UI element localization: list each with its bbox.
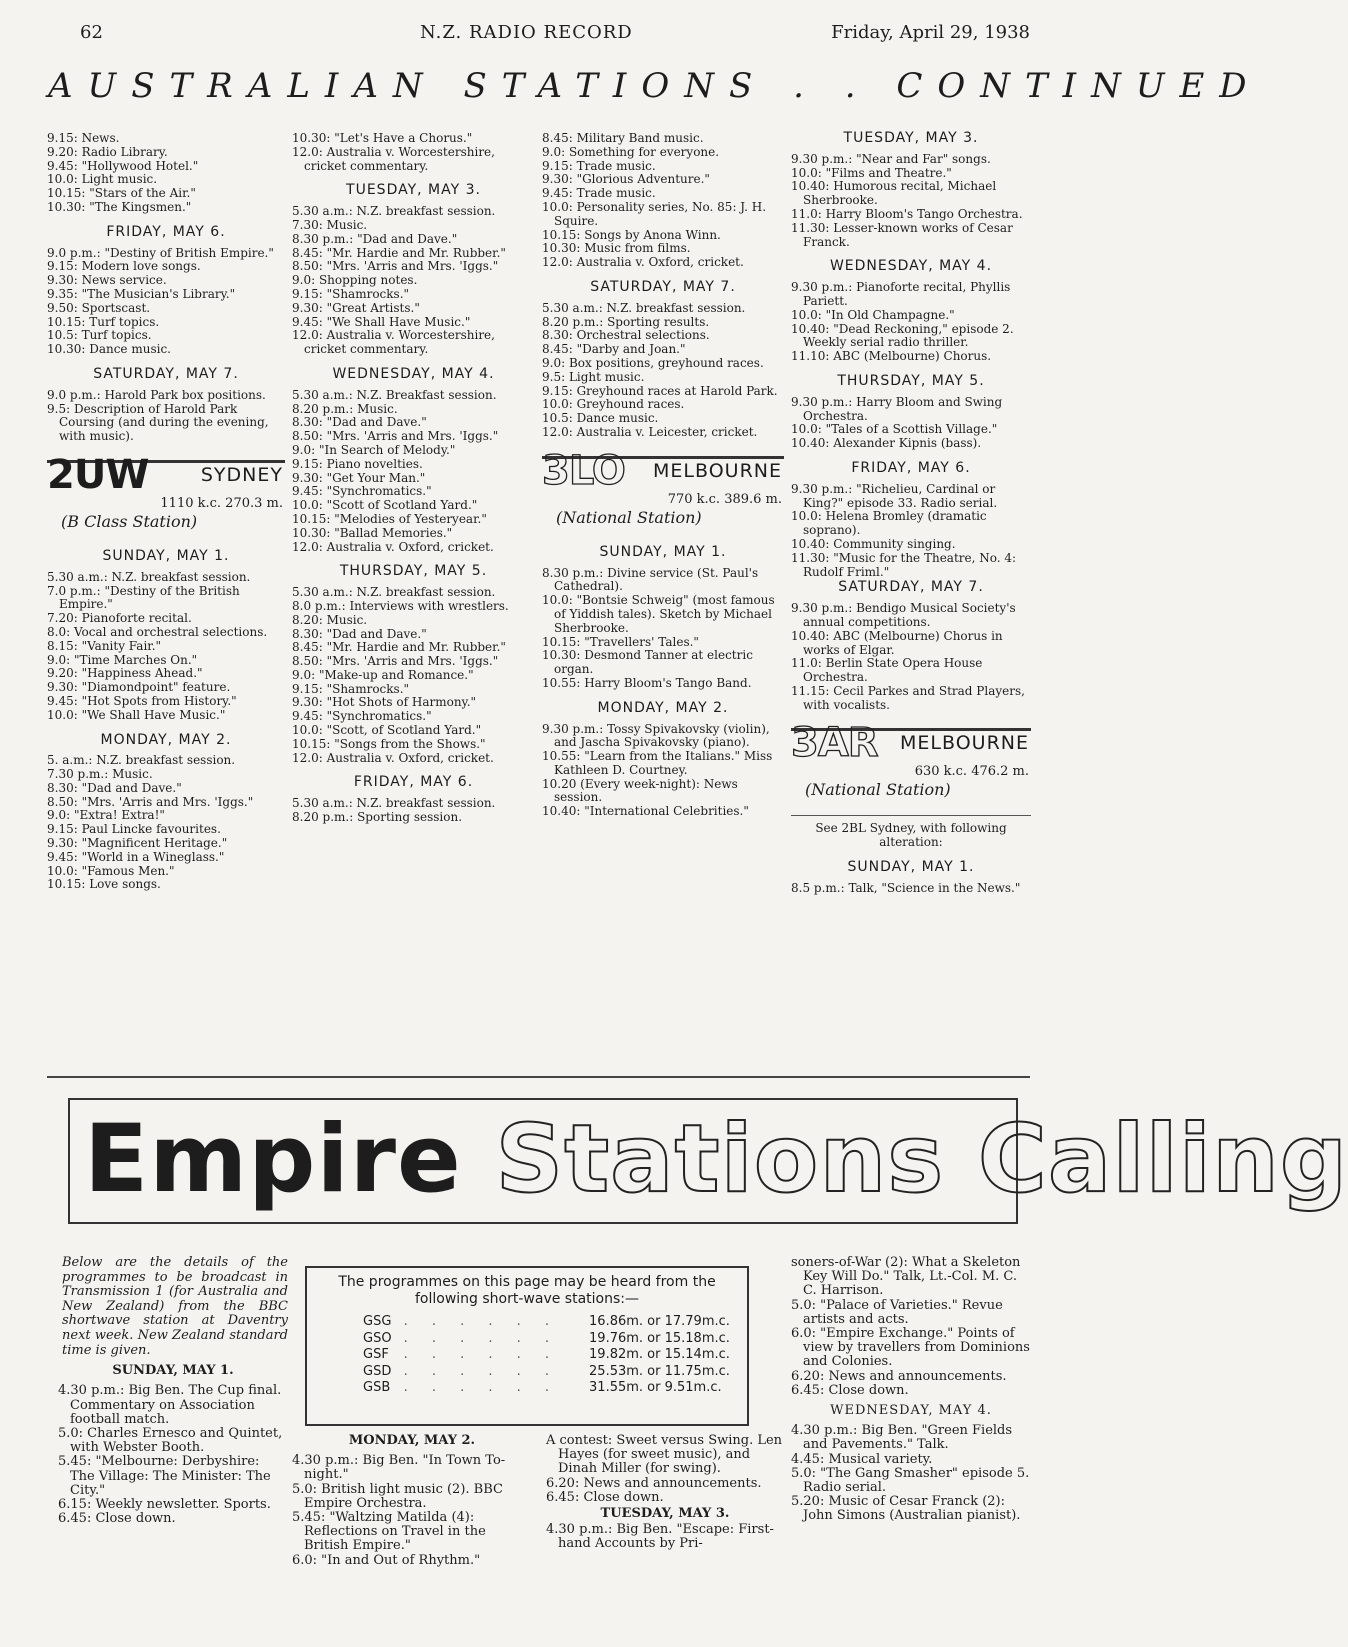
programme-entry: 9.0: "In Search of Melody." — [292, 442, 456, 457]
column-1 — [47, 132, 285, 892]
programme-entry: 10.15: Turf topics. — [47, 314, 160, 329]
programme-entry: 5.30 a.m.: N.Z. breakfast session. — [542, 300, 746, 315]
programme-entry: 9.30: "Glorious Adventure." — [542, 172, 710, 187]
programme-entry: 9.45: "Synchromatics." — [292, 484, 432, 499]
station-frequency: 770 k.c. 389.6 m. — [667, 491, 782, 507]
programme-entry: 8.30 p.m.: Divine service (St. Paul's Cathedral). — [542, 565, 759, 594]
programme-entry: 8.5 p.m.: Talk, "Science in the News." — [791, 880, 1021, 895]
sw-frequency: 25.53m. or 11.75m.c. — [589, 1363, 730, 1379]
programme-entry: 10.40: Humorous recital, Michael Sherbrooke. — [791, 179, 997, 208]
programme-entry: 6.20: News and announcements. — [546, 1475, 762, 1491]
programme-entry: 8.45: "Darby and Joan." — [542, 342, 686, 357]
day-heading: MONDAY, MAY 2. — [100, 731, 232, 748]
shortwave-row — [357, 1331, 736, 1348]
programme-entry: 12.0: Australia v. Oxford, cricket. — [542, 255, 744, 270]
programme-entry: 9.0: "Time Marches On." — [47, 652, 198, 667]
empire-column-3 — [546, 1434, 784, 1552]
programme-entry: 9.15: "Shamrocks." — [292, 681, 410, 696]
day-heading: TUESDAY, MAY 3. — [346, 182, 481, 199]
programme-entry: 10.15: "Travellers' Tales." — [542, 634, 699, 649]
programme-entry: 8.45: "Mr. Hardie and Mr. Rubber." — [292, 245, 506, 260]
programme-entry: 8.30: "Dad and Dave." — [292, 415, 427, 430]
programme-entry: 5.45: "Melbourne: Derbyshire: The Village: The Minister: The City." — [58, 1454, 271, 1498]
programme-entry: 12.0: Australia v. Oxford, cricket. — [292, 539, 494, 554]
sw-frequency: 31.55m. or 9.51m.c. — [589, 1380, 722, 1395]
day-heading: TUESDAY, MAY 3. — [843, 130, 979, 146]
station-frequency: 630 k.c. 476.2 m. — [914, 764, 1029, 780]
programme-entry: 9.30: "Hot Shots of Harmony." — [292, 695, 477, 710]
column-2 — [292, 132, 535, 825]
programme-entry: 9.0: "Make-up and Romance." — [292, 667, 474, 682]
day-heading: FRIDAY, MAY 6. — [851, 459, 971, 476]
programme-entry: 9.45: "World in a Wineglass." — [47, 849, 225, 864]
programme-entry: 9.5: Light music. — [542, 369, 645, 384]
programme-entry: 5.30 a.m.: N.Z. breakfast session. — [292, 585, 496, 600]
day-heading: FRIDAY, MAY 6. — [353, 774, 474, 791]
programme-entry: 8.20: Music. — [292, 612, 368, 627]
programme-entry: 8.30: "Dad and Dave." — [292, 626, 427, 641]
programme-entry: 6.0: "Empire Exchange." Points of view by travellers from Dominions and Colonies. — [791, 1326, 1030, 1370]
programme-entry: 9.45: "Hollywood Hotel." — [47, 158, 199, 173]
programme-entry: 9.30 p.m.: Tossy Spivakovsky (violin), and Jascha Spivakovsky (piano). — [542, 721, 770, 750]
programme-entry: 10.40: Alexander Kipnis (bass). — [791, 436, 982, 451]
programme-entry: 8.50: "Mrs. 'Arris and Mrs. 'Iggs." — [292, 654, 499, 669]
programme-entry: 9.15: Modern love songs. — [47, 259, 201, 274]
programme-entry: 9.20: Radio Library. — [47, 144, 168, 159]
programme-entry: 10.55: "Learn from the Italians." Miss Kathleen D. Courtney. — [542, 749, 773, 777]
alteration-note: See 2BL Sydney, with following alteration: — [791, 815, 1031, 850]
empire-title — [84, 1104, 1348, 1216]
station-frequency: 1110 k.c. 270.3 m. — [160, 495, 283, 511]
programme-entry: 10.5: Dance music. — [542, 411, 659, 426]
publication-title: N.Z. RADIO RECORD — [420, 22, 633, 43]
programme-entry: 6.45: Close down. — [58, 1511, 176, 1527]
programme-entry: 4.30 p.m.: Big Ben. "Green Fields and Pavements." Talk. — [791, 1423, 1013, 1453]
shortwave-row — [357, 1314, 736, 1331]
empire-title-solid: Empire — [84, 1105, 462, 1214]
programme-entry: 7.20: Pianoforte recital. — [47, 611, 192, 626]
programme-entry: 8.30 p.m.: "Dad and Dave." — [292, 231, 458, 246]
shortwave-table — [357, 1314, 736, 1397]
programme-entry: 10.30: "Ballad Memories." — [292, 525, 453, 540]
programme-entry: 10.0: "Bontsie Schweig" (most famous of Yiddish tales). Sketch by Michael Sherbrooke. — [542, 593, 775, 635]
sw-callsign: GSO — [363, 1330, 392, 1346]
station-city: MELBOURNE — [653, 459, 782, 482]
programme-entry: 9.30 p.m.: Harry Bloom and Swing Orchestra. — [791, 394, 1003, 423]
day-heading: FRIDAY, MAY 6. — [106, 223, 226, 240]
programme-entry: 5.0: British light music (2). BBC Empire Orchestra. — [292, 1481, 503, 1511]
sw-leader: . . . . . . — [403, 1330, 560, 1346]
programme-entry: 10.0: Greyhound races. — [542, 397, 685, 412]
programme-entry: 6.45: Close down. — [546, 1489, 664, 1505]
issue-date: Friday, April 29, 1938 — [831, 22, 1030, 43]
empire-column-1 — [58, 1256, 288, 1526]
programme-entry: 5.45: "Waltzing Matilda (4): Reflections on Travel in the British Empire." — [292, 1510, 486, 1554]
programme-entry: 9.35: "The Musician's Library." — [47, 286, 236, 301]
programme-entry: 9.30 p.m.: Bendigo Musical Society's annual competitions. — [791, 601, 1016, 629]
programme-entry: 5.30 a.m.: N.Z. breakfast session. — [47, 569, 251, 584]
programme-entry: 9.30: "Get Your Man." — [292, 470, 426, 485]
day-heading: THURSDAY, MAY 5. — [837, 372, 985, 389]
programme-entry: 10.30: Music from films. — [542, 241, 691, 256]
programme-entry: 8.15: "Vanity Fair." — [47, 638, 162, 653]
programme-entry: 10.0: "In Old Champagne." — [791, 307, 955, 322]
programme-entry: 9.0: Box positions, greyhound races. — [542, 355, 764, 370]
programme-entry: 12.0: Australia v. Worcestershire, cricket commentary. — [292, 144, 495, 173]
programme-entry: 7.0 p.m.: "Destiny of the British Empire." — [47, 583, 240, 612]
programme-entry: 10.20 (Every week-night): News session. — [542, 776, 738, 805]
programme-entry: 11.30: "Music for the Theatre, No. 4: Rudolf Friml." — [791, 550, 1017, 579]
programme-entry: 12.0: Australia v. Leicester, cricket. — [542, 424, 758, 439]
programme-entry: 6.20: News and announcements. — [791, 1368, 1007, 1384]
day-heading: SUNDAY, MAY 1. — [847, 859, 975, 876]
day-heading: TUESDAY, MAY 3. — [600, 1506, 730, 1522]
programme-entry: 10.15: Love songs. — [47, 877, 161, 892]
programme-entry: 11.10: ABC (Melbourne) Chorus. — [791, 349, 992, 364]
sw-leader: . . . . . . — [403, 1363, 560, 1379]
programme-entry: 10.30: Dance music. — [47, 342, 171, 357]
station-callsign: 3LO — [542, 447, 625, 494]
programme-entry: 10.15: Songs by Anona Winn. — [542, 227, 721, 242]
programme-entry: 10.15: "Songs from the Shows." — [292, 736, 486, 751]
programme-entry: 5.30 a.m.: N.Z. breakfast session. — [292, 796, 496, 811]
day-heading: SUNDAY, MAY 1. — [599, 543, 727, 560]
programme-entry: 8.0 p.m.: Interviews with wrestlers. — [292, 598, 509, 613]
section-divider — [47, 1076, 1030, 1078]
column-4 — [791, 132, 1031, 896]
programme-entry: soners-of-War (2): What a Skeleton Key Will Do." Talk, Lt.-Col. M. C. C. Harrison. — [791, 1255, 1021, 1299]
programme-entry: A contest: Sweet versus Swing. Len Hayes (for sweet music), and Dinah Miller (for swing). — [546, 1433, 783, 1477]
programme-entry: 10.40: "International Celebrities." — [542, 804, 749, 819]
programme-entry: 7.30 p.m.: Music. — [47, 767, 153, 782]
programme-entry: 10.0: Light music. — [47, 172, 158, 187]
programme-entry: 4.30 p.m.: Big Ben. The Cup final. Commentary on Association football match. — [58, 1383, 282, 1427]
programme-entry: 10.30: "The Kingsmen." — [47, 199, 192, 214]
programme-entry: 12.0: Australia v. Oxford, cricket. — [292, 750, 494, 765]
programme-entry: 9.0: Something for everyone. — [542, 144, 720, 159]
programme-entry: 10.0: "Films and Theatre." — [791, 165, 952, 180]
programme-entry: 9.30 p.m.: Pianoforte recital, Phyllis Pariett. — [791, 280, 1011, 308]
station-class: (National Station) — [556, 507, 702, 527]
programme-entry: 10.55: Harry Bloom's Tango Band. — [542, 675, 752, 690]
programme-entry: 10.0: "Tales of a Scottish Village." — [791, 422, 998, 437]
programme-entry: 9.45: "We Shall Have Music." — [292, 314, 471, 329]
programme-entry: 4.30 p.m.: Big Ben. "Escape: First-hand Accounts by Pri- — [546, 1522, 774, 1552]
day-heading: SATURDAY, MAY 7. — [838, 579, 984, 596]
programme-entry: 8.20 p.m.: Sporting session. — [292, 810, 463, 825]
programme-entry: 10.40: ABC (Melbourne) Chorus in works of Elgar. — [791, 628, 1003, 657]
programme-entry: 11.30: Lesser-known works of Cesar Franck. — [791, 220, 1013, 249]
programme-entry: 9.45: "Synchromatics." — [292, 709, 432, 724]
station-callsign: 2UW — [47, 451, 149, 498]
shortwave-row — [357, 1380, 736, 1397]
empire-column-4 — [791, 1256, 1031, 1524]
programme-entry: 10.30: Desmond Tanner at electric organ. — [542, 648, 753, 677]
station-city: MELBOURNE — [900, 732, 1029, 755]
section-banner: AUSTRALIAN STATIONS . . CONTINUED — [48, 66, 1262, 106]
programme-entry: 10.0: Personality series, No. 85: J. H. Squire. — [542, 199, 767, 228]
programme-entry: 9.50: Sportscast. — [47, 300, 151, 315]
programme-entry: 9.5: Description of Harold Park Coursing (and during the evening, with music). — [47, 401, 269, 444]
programme-entry: 9.30: "Magnificent Heritage." — [47, 836, 228, 851]
page-number: 62 — [80, 22, 103, 43]
programme-entry: 11.0: Berlin State Opera House Orchestra. — [791, 656, 983, 685]
day-heading: SUNDAY, MAY 1. — [102, 547, 230, 564]
programme-entry: 9.30: News service. — [47, 273, 167, 288]
programme-entry: 8.50: "Mrs. 'Arris and Mrs. 'Iggs." — [47, 794, 254, 809]
programme-entry: 12.0: Australia v. Worcestershire, cricket commentary. — [292, 328, 495, 357]
empire-title-outline: Stations Calling — [495, 1105, 1348, 1214]
sw-leader: . . . . . . — [403, 1380, 560, 1395]
programme-entry: 8.50: "Mrs. 'Arris and Mrs. 'Iggs." — [292, 259, 499, 274]
programme-entry: 11.15: Cecil Parkes and Strad Players, with vocalists. — [791, 683, 1025, 712]
programme-entry: 8.30: "Dad and Dave." — [47, 780, 182, 795]
programme-entry: 10.15: "Melodies of Yesteryear." — [292, 511, 487, 526]
station-class: (B Class Station) — [61, 511, 198, 531]
programme-entry: 8.30: Orchestral selections. — [542, 328, 710, 343]
programme-entry: 7.30: Music. — [292, 217, 368, 232]
programme-entry: 10.0: "Scott of Scotland Yard." — [292, 498, 478, 513]
programme-entry: 10.0: Helena Bromley (dramatic soprano). — [791, 509, 987, 538]
day-heading: WEDNESDAY, MAY 4. — [829, 258, 993, 275]
programme-entry: 10.0: "We Shall Have Music." — [47, 707, 226, 722]
programme-entry: 5. a.m.: N.Z. breakfast session. — [47, 753, 236, 768]
shortwave-heading: The programmes on this page may be heard from the following short-wave stations:— — [338, 1274, 716, 1307]
sw-frequency: 19.82m. or 15.14m.c. — [589, 1347, 730, 1362]
programme-entry: 9.45: Trade music. — [542, 186, 656, 201]
programme-entry: 8.50: "Mrs. 'Arris and Mrs. 'Iggs." — [292, 429, 499, 444]
station-block-3lo — [542, 447, 784, 535]
station-block-2uw — [47, 451, 285, 539]
empire-title-box — [68, 1098, 1348, 1224]
shortwave-stations-box — [305, 1266, 749, 1426]
day-heading: WEDNESDAY, MAY 4. — [830, 1403, 992, 1419]
programme-entry: 9.15: "Shamrocks." — [292, 286, 410, 301]
programme-entry: 9.30: "Diamondpoint" feature. — [47, 680, 231, 695]
programme-entry: 9.0: "Extra! Extra!" — [47, 808, 165, 823]
programme-entry: 10.15: "Stars of the Air." — [47, 186, 196, 201]
programme-entry: 9.30: "Great Artists." — [292, 300, 420, 315]
column-3 — [542, 132, 784, 819]
programme-entry: 10.5: Turf topics. — [47, 328, 152, 343]
day-heading: MONDAY, MAY 2. — [597, 699, 729, 716]
programme-entry: 10.40: "Dead Reckoning," episode 2. Weekly serial radio thriller. — [791, 321, 1014, 350]
station-block-3ar — [791, 720, 1031, 807]
programme-entry: 9.15: Greyhound races at Harold Park. — [542, 383, 778, 398]
day-heading: SATURDAY, MAY 7. — [93, 365, 239, 382]
programme-entry: 8.45: Military Band music. — [542, 131, 704, 145]
sw-callsign: GSG — [363, 1314, 392, 1329]
shortwave-row — [357, 1364, 736, 1381]
programme-entry: 9.0 p.m.: Harold Park box positions. — [47, 387, 266, 402]
programme-entry: 4.30 p.m.: Big Ben. "In Town To-night." — [292, 1453, 506, 1483]
programme-entry: 5.30 a.m.: N.Z. Breakfast session. — [292, 387, 497, 402]
programme-entry: 5.0: "Palace of Varieties." Revue artists and acts. — [791, 1297, 1003, 1327]
sw-leader: . . . . . . — [403, 1347, 560, 1362]
programme-entry: 9.15: Piano novelties. — [292, 456, 423, 471]
station-callsign: 3AR — [791, 720, 878, 767]
page-header — [80, 22, 1030, 48]
programme-entry: 5.20: Music of Cesar Franck (2): John Simons (Australian pianist). — [791, 1494, 1021, 1524]
day-heading: WEDNESDAY, MAY 4. — [332, 365, 495, 382]
empire-intro: Below are the details of the programmes to be broadcast in Transmission 1 (for Australia and New Zealand) from the BBC shortwave station at Daventry next week. New Zealand standard time is given. — [62, 1255, 288, 1358]
programme-entry: 9.0: Shopping notes. — [292, 273, 418, 288]
programme-entry: 9.20: "Happiness Ahead." — [47, 666, 203, 681]
programme-entry: 4.45: Musical variety. — [791, 1451, 933, 1467]
programme-entry: 5.30 a.m.: N.Z. breakfast session. — [292, 204, 496, 219]
sw-frequency: 16.86m. or 17.79m.c. — [589, 1314, 730, 1329]
day-heading: SATURDAY, MAY 7. — [590, 278, 736, 295]
programme-entry: 10.0: "Scott, of Scotland Yard." — [292, 723, 482, 738]
day-heading: MONDAY, MAY 2. — [348, 1433, 476, 1448]
empire-column-2 — [292, 1434, 532, 1568]
sw-frequency: 19.76m. or 15.18m.c. — [589, 1330, 730, 1346]
programme-entry: 5.0: Charles Ernesco and Quintet, with Webster Booth. — [58, 1425, 283, 1456]
station-class: (National Station) — [805, 780, 951, 800]
programme-entry: 6.45: Close down. — [791, 1382, 909, 1398]
programme-entry: 6.0: "In and Out of Rhythm." — [292, 1552, 481, 1568]
programme-entry: 8.20 p.m.: Sporting results. — [542, 314, 710, 329]
programme-entry: 9.0 p.m.: "Destiny of British Empire." — [47, 245, 274, 260]
day-heading: SUNDAY, MAY 1. — [112, 1363, 234, 1379]
programme-entry: 9.15: Paul Lincke favourites. — [47, 822, 221, 837]
shortwave-row — [357, 1347, 736, 1364]
programme-entry: 8.45: "Mr. Hardie and Mr. Rubber." — [292, 640, 506, 655]
programme-entry: 5.0: "The Gang Smasher" episode 5. Radio serial. — [791, 1465, 1030, 1496]
programme-entry: 8.20 p.m.: Music. — [292, 401, 398, 416]
programme-entry: 9.45: "Hot Spots from History." — [47, 693, 237, 708]
programme-entry: 10.0: "Famous Men." — [47, 863, 175, 878]
programme-entry: 9.15: Trade music. — [542, 158, 656, 173]
programme-entry: 9.30 p.m.: "Near and Far" songs. — [791, 151, 991, 166]
programme-entry: 6.15: Weekly newsletter. Sports. — [58, 1496, 271, 1512]
sw-callsign: GSD — [363, 1363, 392, 1379]
programme-entry: 10.30: "Let's Have a Chorus." — [292, 131, 473, 145]
sw-callsign: GSB — [363, 1380, 391, 1395]
day-heading: THURSDAY, MAY 5. — [339, 563, 488, 580]
sw-callsign: GSF — [363, 1347, 389, 1362]
sw-leader: . . . . . . — [403, 1314, 560, 1329]
programme-entry: 8.0: Vocal and orchestral selections. — [47, 624, 268, 639]
programme-entry: 10.40: Community singing. — [791, 536, 956, 551]
programme-entry: 11.0: Harry Bloom's Tango Orchestra. — [791, 206, 1023, 221]
programme-entry: 9.30 p.m.: "Richelieu, Cardinal or King?" episode 33. Radio serial. — [791, 481, 998, 510]
station-city: SYDNEY — [200, 463, 283, 486]
programme-entry: 9.15: News. — [47, 131, 120, 145]
